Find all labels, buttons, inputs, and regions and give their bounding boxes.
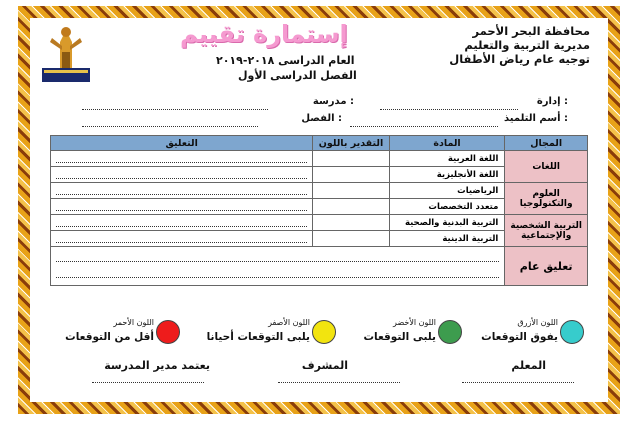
header-color-grade: التقدير باللون — [313, 136, 389, 151]
color-grade-cell[interactable] — [313, 151, 389, 167]
supervisor-signature-field[interactable] — [278, 382, 400, 383]
page-title: إستمارة تقييم — [180, 20, 348, 48]
table-row — [51, 151, 588, 167]
class-field[interactable] — [82, 126, 258, 127]
teacher-signature-field[interactable] — [462, 382, 574, 383]
academic-year: العام الدراسى ٢٠١٨-٢٠١٩ — [216, 54, 355, 67]
legend-blue-color-name: اللون الأزرق — [517, 318, 558, 327]
subject-cell: اللغة الأنجليزية — [389, 167, 505, 183]
header-comment: التعليق — [51, 136, 313, 151]
comment-cell[interactable] — [51, 215, 313, 231]
general-comment-cell[interactable] — [51, 247, 505, 286]
school-label: مدرسة : — [312, 96, 354, 107]
class-label: الفصل : — [301, 113, 342, 124]
evaluation-form — [30, 18, 608, 402]
governorate-name: محافظة البحر الأحمر — [472, 24, 590, 38]
principal-signature-field[interactable] — [92, 382, 204, 383]
table-row — [51, 215, 588, 231]
comment-cell[interactable] — [51, 167, 313, 183]
legend-green-color-name: اللون الأخضر — [393, 318, 436, 327]
supervisor-signature-label: المشرف — [301, 359, 348, 372]
school-field[interactable] — [82, 109, 268, 110]
evaluation-table — [50, 135, 588, 286]
principal-signature-label: يعتمد مدير المدرسة — [104, 359, 210, 372]
table-row — [51, 183, 588, 199]
legend-yellow-color-name: اللون الأصفر — [268, 318, 310, 327]
legend-yellow-meaning: يلبى التوقعات أحيانا — [206, 331, 310, 343]
student-name-label: أسم التلميذ : — [504, 113, 568, 124]
legend-green-meaning: يلبى التوقعات — [363, 331, 436, 343]
comment-cell[interactable] — [51, 183, 313, 199]
color-grade-cell[interactable] — [313, 167, 389, 183]
subject-cell: الرياضيات — [389, 183, 505, 199]
yellow-circle-icon — [312, 320, 336, 344]
comment-cell[interactable] — [51, 151, 313, 167]
general-comment-row — [51, 247, 588, 286]
comment-cell[interactable] — [51, 231, 313, 247]
comment-cell[interactable] — [51, 199, 313, 215]
legend-red-color-name: اللون الأحمر — [113, 318, 154, 327]
subject-cell: اللغة العربية — [389, 151, 505, 167]
administration-label: إدارة : — [536, 96, 568, 107]
color-grade-cell[interactable] — [313, 199, 389, 215]
blue-circle-icon — [560, 320, 584, 344]
teacher-signature-label: المعلم — [511, 359, 546, 372]
subject-cell: متعدد التخصصات — [389, 199, 505, 215]
domain-cell: اللغات — [505, 151, 588, 183]
domain-cell: التربية الشخصية والإجتماعية — [505, 215, 588, 247]
green-circle-icon — [438, 320, 462, 344]
color-grade-cell[interactable] — [313, 231, 389, 247]
legend-blue-meaning: يفوق التوقعات — [481, 331, 558, 343]
table-header-row — [51, 136, 588, 151]
legend-red-meaning: أقل من التوقعات — [65, 331, 154, 343]
subject-cell: التربية الدينية — [389, 231, 505, 247]
subject-cell: التربية البدنية والصحية — [389, 215, 505, 231]
color-grade-cell[interactable] — [313, 215, 389, 231]
red-circle-icon — [156, 320, 180, 344]
student-name-field[interactable] — [350, 126, 498, 127]
header-field: المجال — [505, 136, 588, 151]
header-subject: المادة — [389, 136, 505, 151]
administration-field[interactable] — [380, 109, 518, 110]
supervision-name: توجيه عام رياض الأطفال — [449, 52, 590, 66]
directorate-name: مديرية التربية والتعليم — [464, 38, 590, 52]
general-comment-label: تعليق عام — [505, 247, 588, 286]
domain-cell: العلوم والتكنولوجيا — [505, 183, 588, 215]
color-grade-cell[interactable] — [313, 183, 389, 199]
ministry-logo-icon — [42, 24, 90, 86]
semester: الفصل الدراسى الأول — [238, 69, 357, 82]
